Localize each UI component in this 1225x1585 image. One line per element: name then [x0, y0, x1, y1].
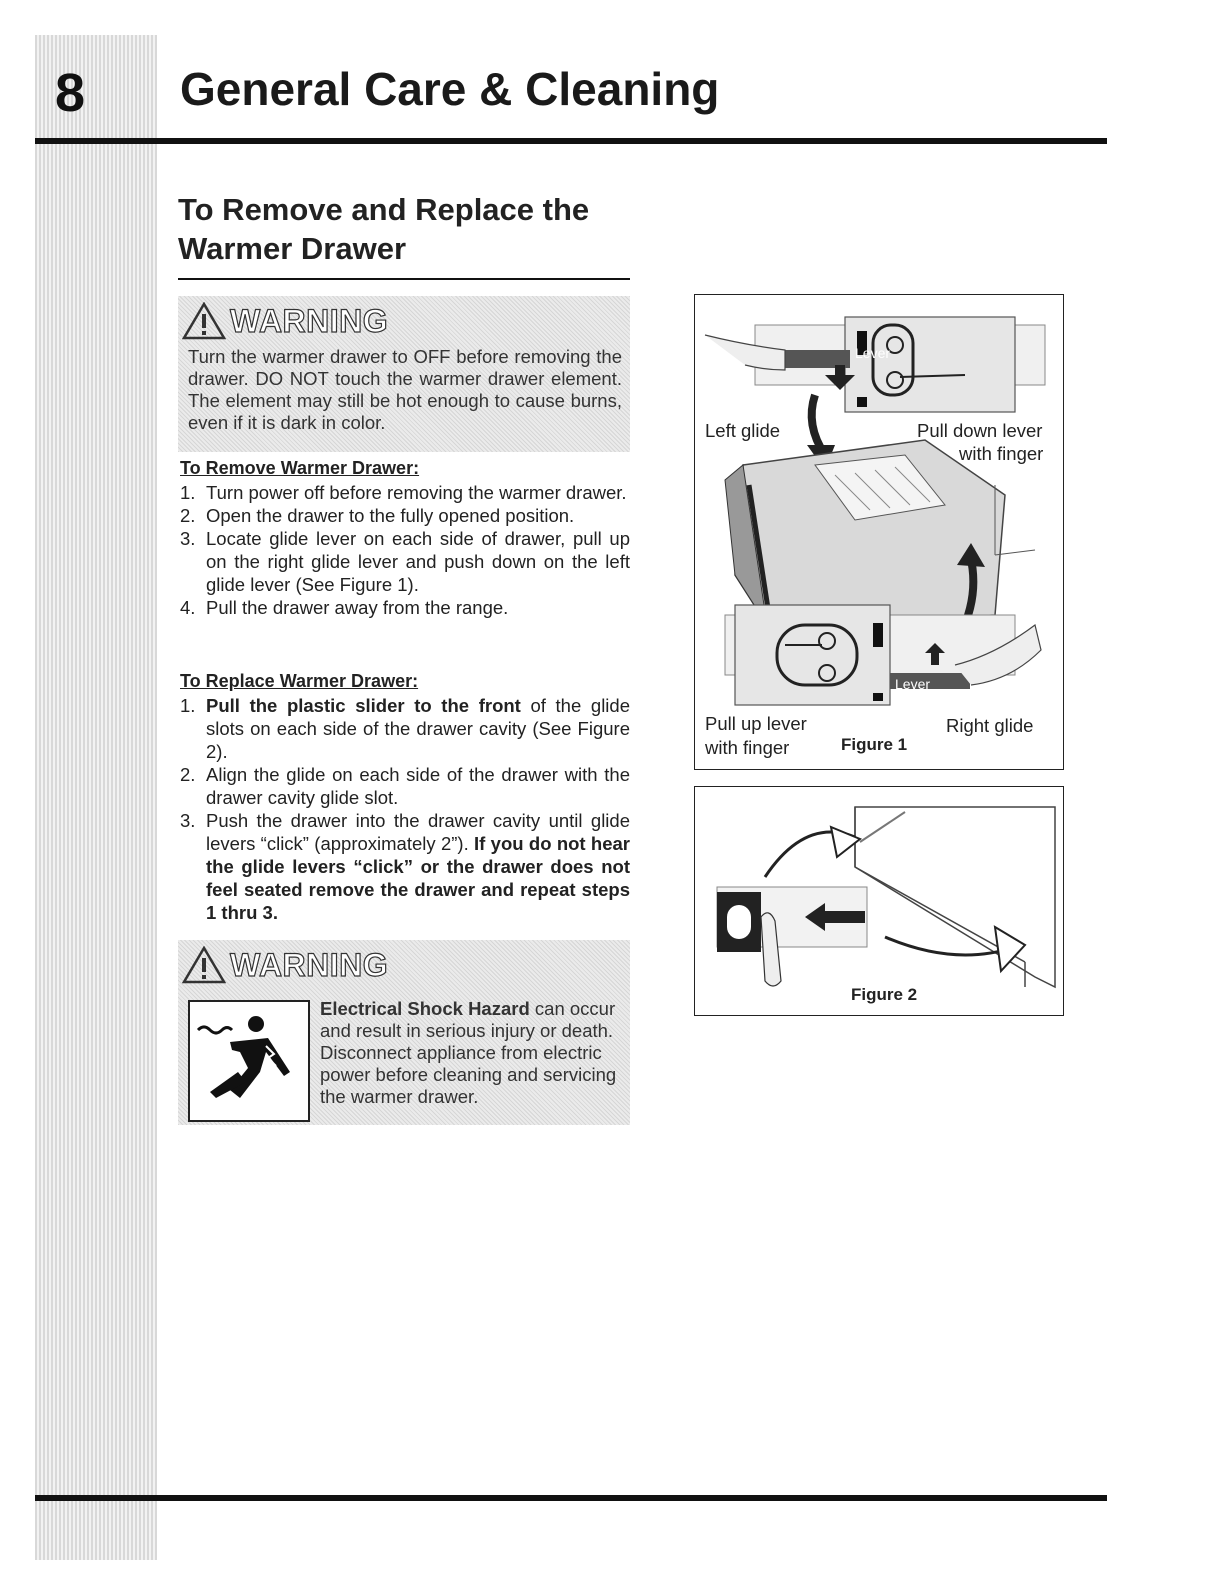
figure-1-illustration: [695, 295, 1063, 769]
step-text: Locate glide lever on each side of drawer, pull up on the right glide lever and push down on the left glide lever (See Figure 1).: [206, 528, 630, 595]
warning-triangle-icon: [182, 946, 226, 984]
step-bold-text: Pull the plastic slider to the front: [206, 695, 521, 716]
figure-1-caption: Figure 1: [841, 735, 908, 754]
pull-up-label-1: Pull up lever: [705, 713, 807, 734]
warning-heading-text: WARNING: [230, 302, 389, 339]
shock-warning-box: [178, 940, 630, 1125]
list-item: [180, 809, 630, 924]
step-bold-text: If you do not hear the glide levers “click” or the drawer does not feel seated remove the drawer and repeat steps 1 thru 3.: [206, 833, 630, 923]
figure-2-illustration: [695, 787, 1063, 1015]
step-number: 3.: [180, 810, 196, 831]
warning-heading: [178, 940, 630, 990]
remove-steps: [180, 481, 630, 619]
section-title-line1: To Remove and Replace the: [178, 192, 590, 227]
step-text: Open the drawer to the fully opened position.: [206, 505, 575, 526]
step-number: 2.: [180, 505, 196, 526]
left-glide-label: Left glide: [705, 420, 781, 441]
list-item: [180, 763, 630, 809]
step-number: 4.: [180, 597, 196, 618]
remove-title: To Remove Warmer Drawer:: [180, 458, 420, 478]
step-text: Push the drawer into the drawer cavity until glide levers “click” (approximately 2”).: [206, 810, 630, 854]
section-title: [178, 190, 589, 268]
list-item: [180, 504, 630, 527]
list-item: [180, 694, 630, 763]
step-number: 1.: [180, 695, 196, 716]
page-number: 8: [55, 63, 86, 123]
warning-box: [178, 296, 630, 452]
list-item: [180, 596, 630, 619]
lever-label-bottom: Lever: [895, 676, 931, 692]
figure-2: [694, 786, 1064, 1016]
warning-triangle-icon: [182, 302, 226, 340]
replace-steps: [180, 694, 630, 924]
step-number: 1.: [180, 482, 196, 503]
pull-down-label-2: with finger: [959, 443, 1044, 464]
list-item: [180, 481, 630, 504]
page-title: General Care & Cleaning: [180, 63, 720, 115]
warning-heading: [178, 296, 630, 346]
figure-2-caption: Figure 2: [851, 985, 918, 1004]
shock-warning-text: [320, 998, 622, 1122]
pull-up-label-2: with finger: [705, 737, 790, 758]
pull-down-label-1: Pull down lever: [917, 420, 1043, 441]
footer-rule: [35, 1495, 1107, 1501]
replace-title: To Replace Warmer Drawer:: [180, 671, 419, 691]
figure-1: [694, 294, 1064, 770]
section-title-line2: Warmer Drawer: [178, 231, 407, 266]
step-text: of the glide slots on each side of the drawer cavity (See Figure 2).: [206, 695, 630, 762]
step-text: Pull the drawer away from the range.: [206, 597, 509, 618]
section-rule: [178, 278, 630, 280]
step-number: 3.: [180, 528, 196, 549]
step-text: Align the glide on each side of the drawer with the drawer cavity glide slot.: [206, 764, 630, 808]
list-item: [180, 527, 630, 596]
header-rule: [35, 138, 1107, 144]
warning-text: Turn the warmer drawer to OFF before removing the drawer. DO NOT touch the warmer drawer element. The element may still be hot enough to cause burns, even if it is dark in color.: [188, 346, 622, 433]
warning-heading-text: WARNING: [230, 946, 389, 983]
sidebar-band: [35, 35, 157, 1560]
shock-warning-body: can occur and result in serious injury or death. Disconnect appliance from electric power before cleaning and servicing the warmer drawer.: [320, 998, 617, 1107]
electric-shock-icon: [188, 1000, 310, 1122]
lever-label-top: Lever: [855, 345, 891, 361]
right-glide-label: Right glide: [946, 715, 1034, 736]
shock-warning-bold: Electrical Shock Hazard: [320, 998, 530, 1019]
step-text: Turn power off before removing the warmer drawer.: [206, 482, 627, 503]
step-number: 2.: [180, 764, 196, 785]
